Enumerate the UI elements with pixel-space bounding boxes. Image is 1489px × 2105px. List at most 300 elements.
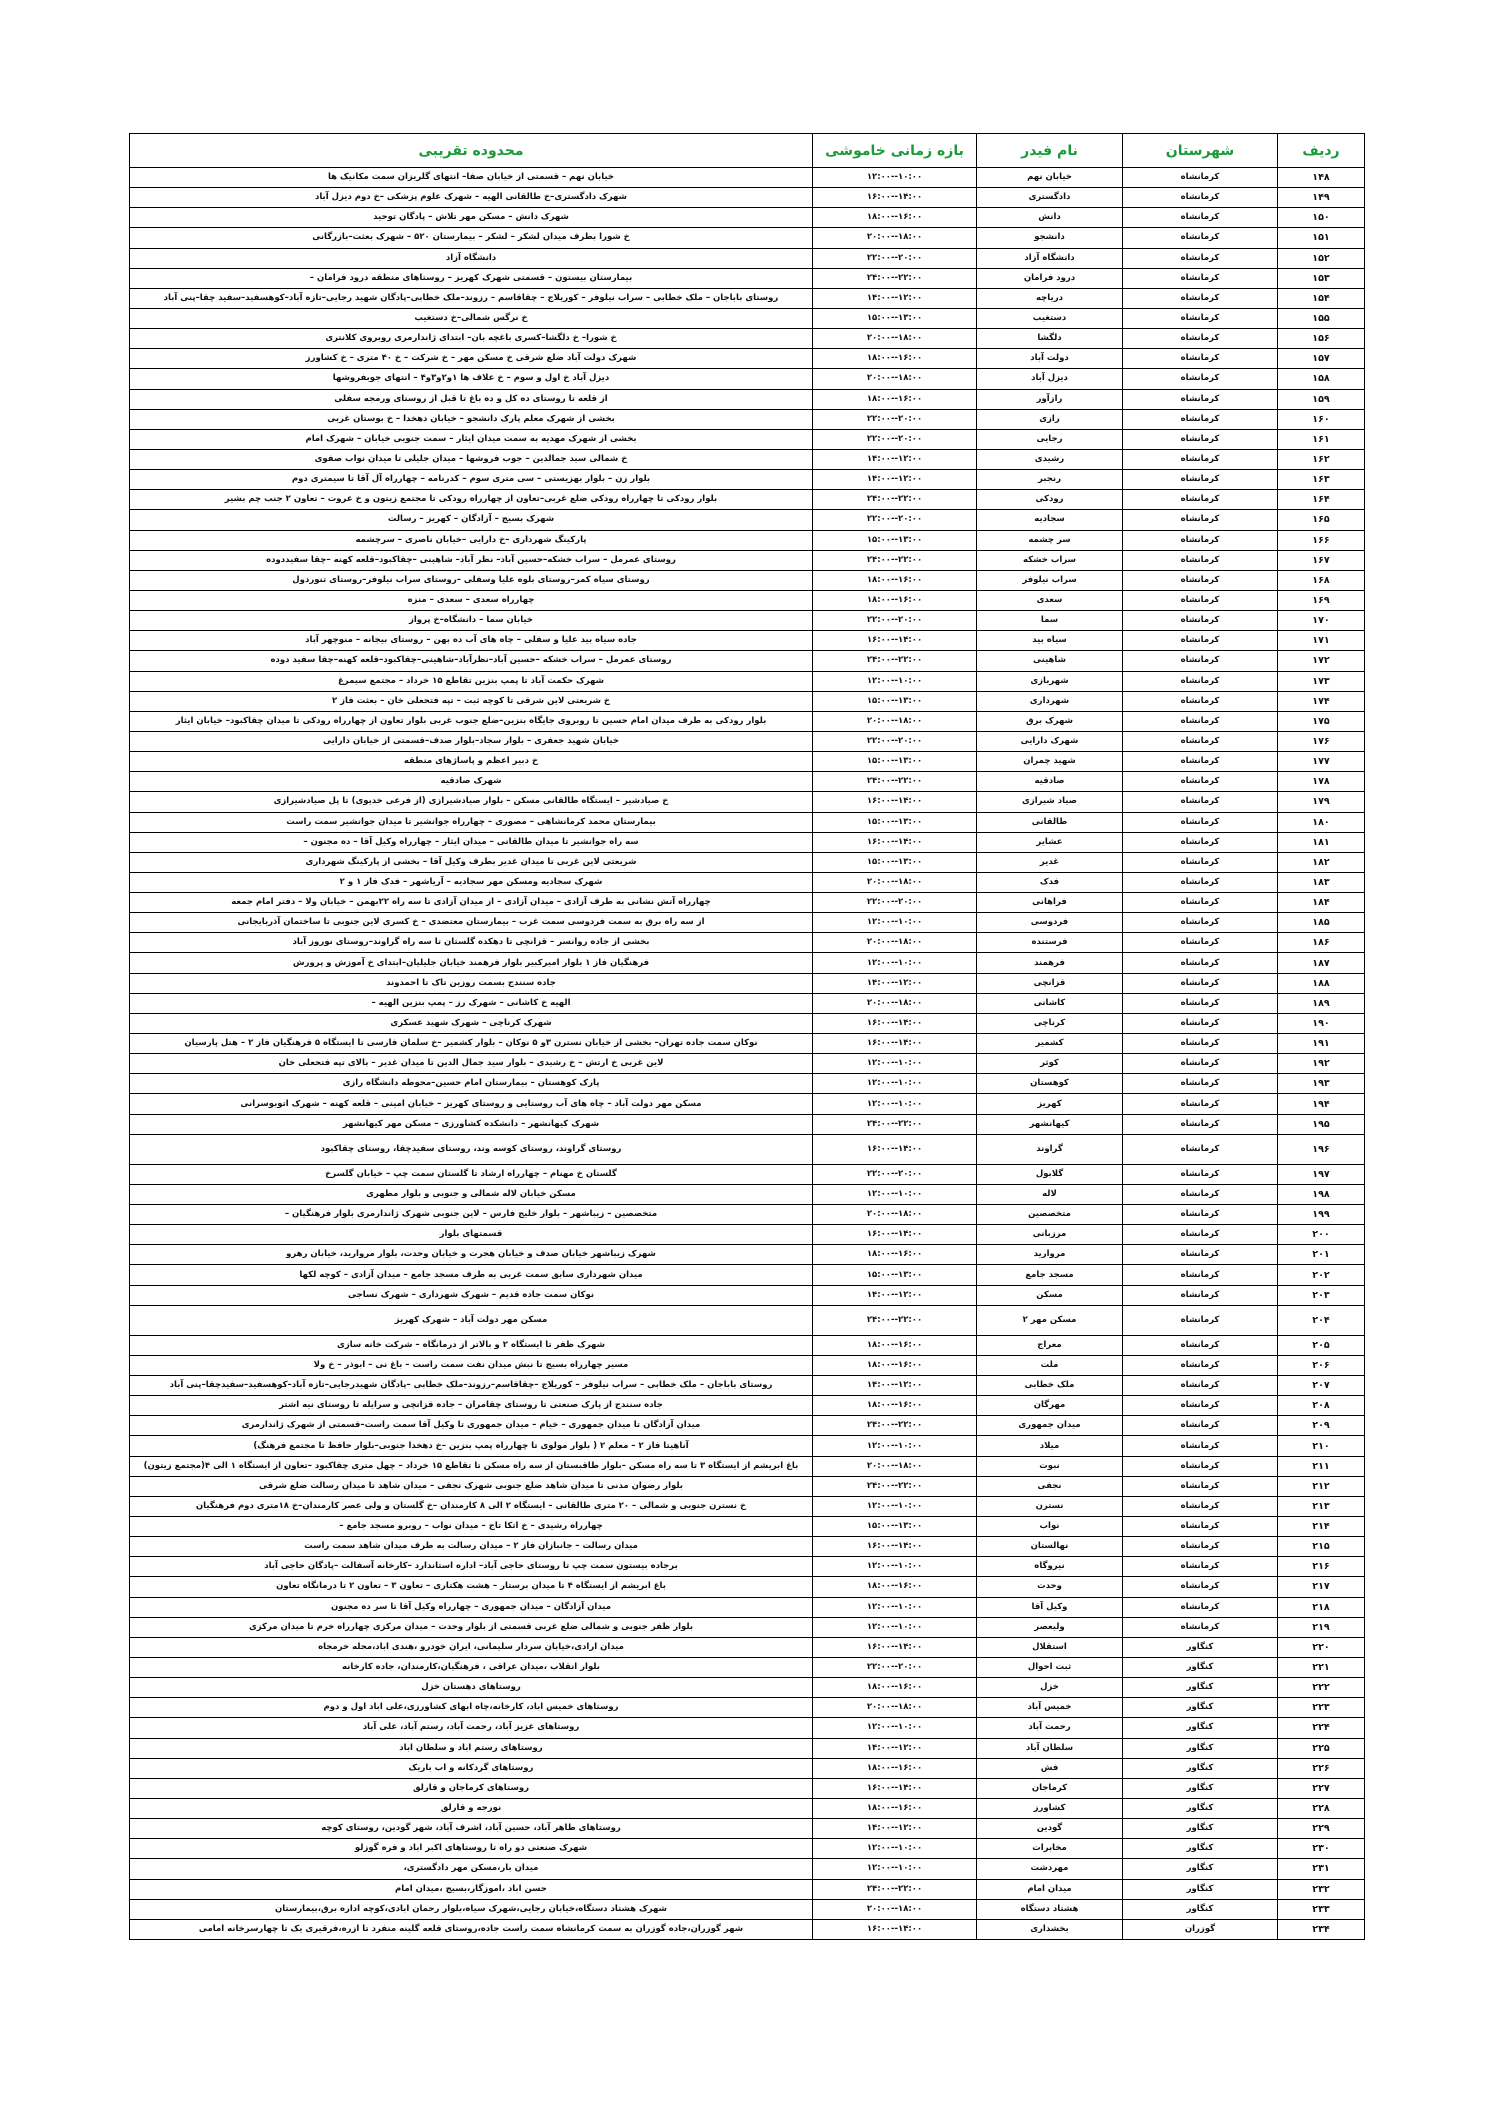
cell-feeder: شهرک برق bbox=[977, 711, 1123, 731]
cell-time-range: ۲۰:۰۰--۲۲:۰۰ bbox=[813, 893, 977, 913]
cell-row-number: ۱۸۹ bbox=[1278, 993, 1365, 1013]
cell-time-range: ۱۴:۰۰--۱۶:۰۰ bbox=[813, 1637, 977, 1657]
cell-row-number: ۱۵۷ bbox=[1278, 349, 1365, 369]
cell-row-number: ۱۶۸ bbox=[1278, 570, 1365, 590]
cell-city: کنگاور bbox=[1123, 1839, 1278, 1859]
table-row bbox=[130, 470, 1365, 490]
cell-feeder: نجفی bbox=[977, 1476, 1123, 1496]
cell-time-range: ۲۰:۰۰--۲۲:۰۰ bbox=[813, 409, 977, 429]
cell-area: از سه راه برق به سمت فردوسی سمت غرب – بیمارستان معتضدی – خ کسری لاین جنوبی تا ساختمان آذربایجانی bbox=[130, 913, 813, 933]
cell-city: کرمانشاه bbox=[1123, 449, 1278, 469]
cell-time-range: ۲۲:۰۰--۲۴:۰۰ bbox=[813, 651, 977, 671]
cell-area: روستای عمرمل – سراب خشکه–حسین آباد– نظر آباد– شاهینی –چقاکبود–قلعه کهنه –چقا سفیددوده bbox=[130, 550, 813, 570]
cell-area: خیابان شهید جعفری – بلوار سجاد–بلوار صدف–قسمتی از خیابان دارایی bbox=[130, 731, 813, 751]
cell-time-range: ۱۴:۰۰--۱۶:۰۰ bbox=[813, 631, 977, 651]
cell-area: میدان شهرداری سابق سمت غربی به طرف مسجد جامع – میدان آزادی – کوچه لکها bbox=[130, 1265, 813, 1285]
cell-time-range: ۱۴:۰۰--۱۶:۰۰ bbox=[813, 792, 977, 812]
cell-row-number: ۲۱۴ bbox=[1278, 1517, 1365, 1537]
cell-city: کرمانشاه bbox=[1123, 1013, 1278, 1033]
cell-time-range: ۲۰:۰۰--۲۲:۰۰ bbox=[813, 429, 977, 449]
cell-area: قسمتهای بلوار bbox=[130, 1225, 813, 1245]
cell-feeder: سلطان آباد bbox=[977, 1738, 1123, 1758]
cell-feeder: رجایی bbox=[977, 429, 1123, 449]
cell-feeder: فردوسی bbox=[977, 913, 1123, 933]
cell-feeder: سراب نیلوفر bbox=[977, 570, 1123, 590]
cell-city: کرمانشاه bbox=[1123, 832, 1278, 852]
cell-row-number: ۲۲۷ bbox=[1278, 1778, 1365, 1798]
cell-row-number: ۲۳۴ bbox=[1278, 1919, 1365, 1939]
cell-row-number: ۱۸۵ bbox=[1278, 913, 1365, 933]
cell-row-number: ۱۵۱ bbox=[1278, 228, 1365, 248]
cell-feeder: لاله bbox=[977, 1184, 1123, 1204]
cell-row-number: ۲۱۸ bbox=[1278, 1597, 1365, 1617]
cell-city: کرمانشاه bbox=[1123, 651, 1278, 671]
cell-city: کرمانشاه bbox=[1123, 1517, 1278, 1537]
cell-feeder: متخصصین bbox=[977, 1205, 1123, 1225]
table-row bbox=[130, 1738, 1365, 1758]
table-row bbox=[130, 1285, 1365, 1305]
cell-area: بیمارستان محمد کرمانشاهی – مصوری – چهارراه جوانشیر تا میدان جوانشیر سمت راست bbox=[130, 812, 813, 832]
cell-area: خ نسترن جنوبی و شمالی – ۲۰ متری طالقانی – ایستگاه ۲ الی ۸ کارمندان –خ گلستان و ولی عصر کارمندان–خ ۱۸متری دوم فرهنگیان bbox=[130, 1496, 813, 1516]
cell-feeder: میدان جمهوری bbox=[977, 1416, 1123, 1436]
cell-feeder: نبوت bbox=[977, 1456, 1123, 1476]
cell-city: کرمانشاه bbox=[1123, 1094, 1278, 1114]
cell-area: لاین غربی خ ارتش – خ رشیدی – بلوار سید جمال الدین تا میدان غدیر – بالای تپه فتحعلی خان bbox=[130, 1054, 813, 1074]
cell-city: کرمانشاه bbox=[1123, 570, 1278, 590]
cell-area: چهارراه آتش نشانی به طرف آزادی – میدان آزادی – از میدان آزادی تا سه راه ۲۲بهمن – خیابان ولا – دفتر امام جمعه bbox=[130, 893, 813, 913]
cell-feeder: سجادیه bbox=[977, 510, 1123, 530]
cell-time-range: ۱۰:۰۰--۱۲:۰۰ bbox=[813, 1184, 977, 1204]
table-row bbox=[130, 872, 1365, 892]
cell-time-range: ۱۲:۰۰--۱۴:۰۰ bbox=[813, 973, 977, 993]
table-body bbox=[130, 168, 1365, 1940]
cell-feeder: رازی bbox=[977, 409, 1123, 429]
cell-city: کرمانشاه bbox=[1123, 1376, 1278, 1396]
cell-area: روستاهای گردکانه و اب باریک bbox=[130, 1758, 813, 1778]
table-row bbox=[130, 973, 1365, 993]
cell-area: میدان رسالت – جانبازان فاز ۲ – میدان رسالت به طرف میدان شاهد سمت راست bbox=[130, 1537, 813, 1557]
cell-time-range: ۱۸:۰۰--۲۰:۰۰ bbox=[813, 1899, 977, 1919]
cell-feeder: خمیس آباد bbox=[977, 1698, 1123, 1718]
cell-feeder: معراج bbox=[977, 1335, 1123, 1355]
cell-time-range: ۱۸:۰۰--۲۰:۰۰ bbox=[813, 993, 977, 1013]
cell-row-number: ۱۹۲ bbox=[1278, 1054, 1365, 1074]
table-row bbox=[130, 933, 1365, 953]
cell-feeder: غدیر bbox=[977, 852, 1123, 872]
cell-feeder: کرناچی bbox=[977, 1013, 1123, 1033]
cell-row-number: ۱۵۸ bbox=[1278, 369, 1365, 389]
table-row bbox=[130, 711, 1365, 731]
cell-feeder: رودکی bbox=[977, 490, 1123, 510]
cell-row-number: ۱۶۳ bbox=[1278, 470, 1365, 490]
cell-area: روستاهای خمیس اباد، کارخانه،چاه ابهای کشاورزی،علی اباد اول و دوم bbox=[130, 1698, 813, 1718]
cell-row-number: ۲۲۶ bbox=[1278, 1758, 1365, 1778]
table-row bbox=[130, 308, 1365, 328]
cell-row-number: ۱۸۰ bbox=[1278, 812, 1365, 832]
cell-feeder: فرهمند bbox=[977, 953, 1123, 973]
cell-time-range: ۱۴:۰۰--۱۶:۰۰ bbox=[813, 188, 977, 208]
cell-row-number: ۱۵۶ bbox=[1278, 329, 1365, 349]
table-row bbox=[130, 1034, 1365, 1054]
cell-area: روستای سیاه کمر–روستای بلوه علیا وسفلی –روستای سراب نیلوفر–روستای تنوردول bbox=[130, 570, 813, 590]
cell-time-range: ۱۲:۰۰--۱۴:۰۰ bbox=[813, 470, 977, 490]
cell-time-range: ۱۲:۰۰--۱۴:۰۰ bbox=[813, 1376, 977, 1396]
cell-time-range: ۱۰:۰۰--۱۲:۰۰ bbox=[813, 1597, 977, 1617]
cell-time-range: ۱۶:۰۰--۱۸:۰۰ bbox=[813, 389, 977, 409]
cell-feeder: ملت bbox=[977, 1355, 1123, 1375]
cell-area: روستای گراوند، روستای کوسه وند، روستای سفیدچقا، روستای چقاکبود bbox=[130, 1134, 813, 1164]
table-row bbox=[130, 449, 1365, 469]
table-row bbox=[130, 409, 1365, 429]
table-row bbox=[130, 1557, 1365, 1577]
cell-time-range: ۱۴:۰۰--۱۶:۰۰ bbox=[813, 1778, 977, 1798]
cell-row-number: ۱۸۸ bbox=[1278, 973, 1365, 993]
cell-area: شهرک کرناچی – شهرک شهید عسکری bbox=[130, 1013, 813, 1033]
table-row bbox=[130, 389, 1365, 409]
cell-row-number: ۱۷۶ bbox=[1278, 731, 1365, 751]
table-row bbox=[130, 1859, 1365, 1879]
cell-feeder: کوثر bbox=[977, 1054, 1123, 1074]
cell-row-number: ۱۷۵ bbox=[1278, 711, 1365, 731]
table-row bbox=[130, 590, 1365, 610]
cell-row-number: ۱۵۲ bbox=[1278, 248, 1365, 268]
table-row bbox=[130, 1517, 1365, 1537]
cell-feeder: دانشجو bbox=[977, 228, 1123, 248]
cell-city: کرمانشاه bbox=[1123, 1114, 1278, 1134]
cell-row-number: ۱۷۸ bbox=[1278, 772, 1365, 792]
cell-row-number: ۱۶۲ bbox=[1278, 449, 1365, 469]
cell-row-number: ۲۰۵ bbox=[1278, 1335, 1365, 1355]
cell-city: کرمانشاه bbox=[1123, 1074, 1278, 1094]
cell-city: کنگاور bbox=[1123, 1738, 1278, 1758]
cell-feeder: کشاورز bbox=[977, 1798, 1123, 1818]
cell-feeder: بخشداری bbox=[977, 1919, 1123, 1939]
cell-area: شهرک هشتاد دستگاه،خیابان رجایی،شهرک سیاه،بلوار رحمان ابادی،کوچه اداره برق،بیمارستان bbox=[130, 1899, 813, 1919]
table-row bbox=[130, 1678, 1365, 1698]
cell-row-number: ۱۶۶ bbox=[1278, 530, 1365, 550]
table-row bbox=[130, 1758, 1365, 1778]
cell-area: بخشی از شهرک معلم پارک دانشجو – خیابان دهخدا – خ بوستان غربی bbox=[130, 409, 813, 429]
cell-city: کرمانشاه bbox=[1123, 1305, 1278, 1335]
table-row bbox=[130, 893, 1365, 913]
table-row bbox=[130, 429, 1365, 449]
cell-area: بخشی از شهرک مهدیه به سمت میدان ایثار – سمت جنوبی خیابان – شهرک امام bbox=[130, 429, 813, 449]
cell-time-range: ۱۶:۰۰--۱۸:۰۰ bbox=[813, 1396, 977, 1416]
table-row bbox=[130, 1013, 1365, 1033]
table-row bbox=[130, 329, 1365, 349]
cell-area: میدان ارادی،خیابان سردار سلیمانی، ایران خودرو ،هندی اباد،محله خرمجاه bbox=[130, 1637, 813, 1657]
table-row bbox=[130, 832, 1365, 852]
cell-feeder: سر چشمه bbox=[977, 530, 1123, 550]
cell-time-range: ۱۶:۰۰--۱۸:۰۰ bbox=[813, 208, 977, 228]
table-row bbox=[130, 611, 1365, 631]
cell-time-range: ۱۲:۰۰--۱۴:۰۰ bbox=[813, 1285, 977, 1305]
table-row bbox=[130, 1577, 1365, 1597]
cell-city: کنگاور bbox=[1123, 1718, 1278, 1738]
cell-city: کرمانشاه bbox=[1123, 812, 1278, 832]
table-row bbox=[130, 248, 1365, 268]
cell-area: روستاهای رستم اباد و سلطان اباد bbox=[130, 1738, 813, 1758]
table-row bbox=[130, 1054, 1365, 1074]
cell-row-number: ۲۳۳ bbox=[1278, 1899, 1365, 1919]
cell-row-number: ۱۶۴ bbox=[1278, 490, 1365, 510]
cell-row-number: ۱۴۹ bbox=[1278, 188, 1365, 208]
cell-area: فرهنگیان فاز ۱ بلوار امیرکبیر بلوار فرهمند خیابان جلیلیان–ابتدای خ آموزش و پرورش bbox=[130, 953, 813, 973]
cell-area: برجاده بیستون سمت چپ تا روستای حاجی آباد– اداره استاندارد –کارخانه آسفالت –پادگان حاجی آباد bbox=[130, 1557, 813, 1577]
cell-time-range: ۱۰:۰۰--۱۲:۰۰ bbox=[813, 913, 977, 933]
cell-row-number: ۲۲۵ bbox=[1278, 1738, 1365, 1758]
cell-row-number: ۲۲۹ bbox=[1278, 1819, 1365, 1839]
cell-area: شهرک حکمت آباد تا پمپ بنزین تقاطع ۱۵ خرداد – مجتمع سیمرغ bbox=[130, 671, 813, 691]
cell-time-range: ۱۰:۰۰--۱۲:۰۰ bbox=[813, 1557, 977, 1577]
cell-city: کنگاور bbox=[1123, 1778, 1278, 1798]
cell-time-range: ۱۸:۰۰--۲۰:۰۰ bbox=[813, 872, 977, 892]
cell-city: کرمانشاه bbox=[1123, 1476, 1278, 1496]
cell-feeder: هشتاد دستگاه bbox=[977, 1899, 1123, 1919]
header-row bbox=[130, 134, 1365, 168]
cell-city: کنگاور bbox=[1123, 1758, 1278, 1778]
cell-feeder: خزل bbox=[977, 1678, 1123, 1698]
header-city: شهرستان bbox=[1123, 134, 1278, 168]
cell-row-number: ۱۶۵ bbox=[1278, 510, 1365, 530]
cell-city: کنگاور bbox=[1123, 1698, 1278, 1718]
cell-time-range: ۱۸:۰۰--۲۰:۰۰ bbox=[813, 228, 977, 248]
cell-time-range: ۲۲:۰۰--۲۴:۰۰ bbox=[813, 1114, 977, 1134]
table-row bbox=[130, 1476, 1365, 1496]
cell-feeder: فرستنده bbox=[977, 933, 1123, 953]
table-row bbox=[130, 1537, 1365, 1557]
cell-area: نوکان سمت جاده تهران– بخشی از خیابان نسترن ۳و ۵ نوکان – بلوار کشمیر –خ سلمان فارسی تا ایستگاه ۵ فرهنگیان فاز ۲ – هتل پارسیان bbox=[130, 1034, 813, 1054]
cell-time-range: ۱۰:۰۰--۱۲:۰۰ bbox=[813, 1718, 977, 1738]
cell-city: کرمانشاه bbox=[1123, 1537, 1278, 1557]
cell-area: بلوار انقلاب ،میدان عراقی ، فرهنگیان،کارمندان، جاده کارخانه bbox=[130, 1657, 813, 1677]
header-area: محدوده تقریبی bbox=[130, 134, 813, 168]
cell-area: شهرک دادگستری–خ طالقانی الهیه – شهرک علوم پزشکی –خ دوم دیزل آباد bbox=[130, 188, 813, 208]
cell-row-number: ۱۶۱ bbox=[1278, 429, 1365, 449]
table-row bbox=[130, 812, 1365, 832]
cell-area: بلوار ظفر جنوبی و شمالی ضلع غربی قسمتی از بلوار وحدت – میدان مرکزی چهارراه خرم تا میدان مرکزی bbox=[130, 1617, 813, 1637]
table-row bbox=[130, 208, 1365, 228]
cell-feeder: درود فرامان bbox=[977, 268, 1123, 288]
table-row bbox=[130, 1355, 1365, 1375]
cell-city: کرمانشاه bbox=[1123, 369, 1278, 389]
cell-feeder: فدک bbox=[977, 872, 1123, 892]
cell-feeder: فش bbox=[977, 1758, 1123, 1778]
cell-city: کنگاور bbox=[1123, 1859, 1278, 1879]
cell-area: روستای باباجان – ملک خطابی – سراب نیلوفر – کوریلاج –چقاقاسم–رزوند–ملک خطابی –پادگان شهیدرجایی–تازه آباد–کوهسفید–سفیدچقا–پنی آباد bbox=[130, 1376, 813, 1396]
cell-area: مسکن خیابان لاله شمالی و جنوبی و بلوار مطهری bbox=[130, 1184, 813, 1204]
cell-city: کرمانشاه bbox=[1123, 933, 1278, 953]
cell-area: دانشگاه آزاد bbox=[130, 248, 813, 268]
cell-area: شهرک زیباشهر خیابان صدف و خیابان هجرت و خیابان وحدت، بلوار مروارید، خیابان رهرو bbox=[130, 1245, 813, 1265]
cell-area: خ صیادشیر – ایستگاه طالقانی مسکن – بلوار صیادشیرازی (از فرعی خدیوی) تا پل صیادشیرازی bbox=[130, 792, 813, 812]
cell-area: شهرک بسیج – آزادگان – کهریز – رسالت bbox=[130, 510, 813, 530]
cell-row-number: ۲۰۹ bbox=[1278, 1416, 1365, 1436]
cell-time-range: ۱۶:۰۰--۱۸:۰۰ bbox=[813, 1758, 977, 1778]
cell-time-range: ۱۸:۰۰--۲۰:۰۰ bbox=[813, 1205, 977, 1225]
cell-feeder: سراب خشکه bbox=[977, 550, 1123, 570]
cell-row-number: ۱۵۴ bbox=[1278, 288, 1365, 308]
cell-time-range: ۱۰:۰۰--۱۲:۰۰ bbox=[813, 1859, 977, 1879]
cell-time-range: ۲۲:۰۰--۲۴:۰۰ bbox=[813, 1879, 977, 1899]
cell-feeder: وکیل آقا bbox=[977, 1597, 1123, 1617]
cell-time-range: ۱۳:۰۰--۱۵:۰۰ bbox=[813, 752, 977, 772]
cell-area: از قلعه تا روستای ده کل و ده باغ تا قبل از روستای ورمجه سفلی bbox=[130, 389, 813, 409]
cell-feeder: مسکن مهر ۲ bbox=[977, 1305, 1123, 1335]
cell-city: کنگاور bbox=[1123, 1637, 1278, 1657]
cell-time-range: ۱۰:۰۰--۱۲:۰۰ bbox=[813, 1496, 977, 1516]
cell-area: روستای عمرمل – سراب خشکه –حسین آباد–نظرآباد–شاهینی–چقاکبود–قلعه کهنه–چقا سفید دوده bbox=[130, 651, 813, 671]
cell-feeder: وحدت bbox=[977, 1577, 1123, 1597]
cell-feeder: مسکن bbox=[977, 1285, 1123, 1305]
table-row bbox=[130, 671, 1365, 691]
cell-city: کرمانشاه bbox=[1123, 470, 1278, 490]
table-row bbox=[130, 349, 1365, 369]
cell-area: میدان آزادگان تا میدان جمهوری – خیام – میدان جمهوری تا وکیل آقا سمت راست–قسمتی از شهرک ژاندارمری bbox=[130, 1416, 813, 1436]
cell-time-range: ۱۶:۰۰--۱۸:۰۰ bbox=[813, 1678, 977, 1698]
cell-area: خیابان نهم – قسمتی از خیابان صفا– انتهای گلریزان سمت مکانیک ها bbox=[130, 168, 813, 188]
cell-feeder: رحمت آباد bbox=[977, 1718, 1123, 1738]
cell-time-range: ۱۶:۰۰--۱۸:۰۰ bbox=[813, 1355, 977, 1375]
cell-row-number: ۱۸۷ bbox=[1278, 953, 1365, 973]
cell-city: کرمانشاه bbox=[1123, 409, 1278, 429]
cell-time-range: ۱۴:۰۰--۱۶:۰۰ bbox=[813, 1013, 977, 1033]
cell-area: روستای باباجان – ملک خطابی – سراب نیلوفر – کوریلاج – چقاقاسم – رزوند–ملک خطابی–پادگان شهید رجایی–تازه آباد–کوهسفید–سفید چقا–پنی آباد bbox=[130, 288, 813, 308]
cell-time-range: ۲۲:۰۰--۲۴:۰۰ bbox=[813, 1305, 977, 1335]
cell-area: شهرک سجادیه ومسکن مهر سجادیه – آریاشهر – فدک فاز ۱ و ۲ bbox=[130, 872, 813, 892]
cell-row-number: ۲۰۳ bbox=[1278, 1285, 1365, 1305]
cell-city: کرمانشاه bbox=[1123, 1265, 1278, 1285]
cell-area: شهر گوزران،جاده گوزران به سمت کرمانشاه سمت راست جاده،روستای قلعه گلینه منفرد تا ازره،فرقیری یک تا چهارسرخانه امامی bbox=[130, 1919, 813, 1939]
cell-row-number: ۱۸۲ bbox=[1278, 852, 1365, 872]
cell-row-number: ۲۰۷ bbox=[1278, 1376, 1365, 1396]
table-row bbox=[130, 852, 1365, 872]
cell-area: سه راه جوانشیر تا میدان طالقانی – میدان ایثار – چهارراه وکیل آقا – ده مجنون – bbox=[130, 832, 813, 852]
cell-feeder: مخابرات bbox=[977, 1839, 1123, 1859]
cell-city: کرمانشاه bbox=[1123, 268, 1278, 288]
table-row bbox=[130, 772, 1365, 792]
cell-feeder: رشیدی bbox=[977, 449, 1123, 469]
cell-feeder: دانش bbox=[977, 208, 1123, 228]
cell-area: شهرک صنعتی دو راه تا روستاهای اکبر اباد و فره گوزلو bbox=[130, 1839, 813, 1859]
cell-city: کرمانشاه bbox=[1123, 1164, 1278, 1184]
cell-feeder: گودین bbox=[977, 1819, 1123, 1839]
cell-row-number: ۲۲۸ bbox=[1278, 1798, 1365, 1818]
cell-time-range: ۱۸:۰۰--۲۰:۰۰ bbox=[813, 329, 977, 349]
cell-city: کرمانشاه bbox=[1123, 1285, 1278, 1305]
cell-row-number: ۲۲۰ bbox=[1278, 1637, 1365, 1657]
cell-time-range: ۲۰:۰۰--۲۲:۰۰ bbox=[813, 510, 977, 530]
cell-feeder: فراهانی bbox=[977, 893, 1123, 913]
cell-area: جاده سنندج از پارک صنعتی تا روستای چقامران – جاده قزانچی و سرایله تا روستای نیه اشتر bbox=[130, 1396, 813, 1416]
table-row bbox=[130, 369, 1365, 389]
cell-city: کرمانشاه bbox=[1123, 490, 1278, 510]
table-row bbox=[130, 1205, 1365, 1225]
cell-row-number: ۱۹۰ bbox=[1278, 1013, 1365, 1033]
cell-area: روستاهای عزیز آباد، رحمت آباد، رستم آباد، علی آباد bbox=[130, 1718, 813, 1738]
cell-time-range: ۱۰:۰۰--۱۲:۰۰ bbox=[813, 953, 977, 973]
cell-time-range: ۱۶:۰۰--۱۸:۰۰ bbox=[813, 1245, 977, 1265]
table-row bbox=[130, 691, 1365, 711]
cell-time-range: ۱۳:۰۰--۱۵:۰۰ bbox=[813, 1265, 977, 1285]
table-row bbox=[130, 510, 1365, 530]
cell-city: کرمانشاه bbox=[1123, 1597, 1278, 1617]
cell-row-number: ۱۵۹ bbox=[1278, 389, 1365, 409]
cell-time-range: ۱۰:۰۰--۱۲:۰۰ bbox=[813, 671, 977, 691]
cell-area: خیابان سما – دانشگاه–خ پرواز bbox=[130, 611, 813, 631]
cell-time-range: ۱۴:۰۰--۱۶:۰۰ bbox=[813, 832, 977, 852]
cell-row-number: ۱۶۰ bbox=[1278, 409, 1365, 429]
cell-row-number: ۱۸۳ bbox=[1278, 872, 1365, 892]
table-row bbox=[130, 1134, 1365, 1164]
cell-time-range: ۱۳:۰۰--۱۵:۰۰ bbox=[813, 530, 977, 550]
table-row bbox=[130, 1335, 1365, 1355]
cell-city: کرمانشاه bbox=[1123, 1184, 1278, 1204]
cell-time-range: ۲۰:۰۰--۲۲:۰۰ bbox=[813, 1164, 977, 1184]
cell-row-number: ۲۲۳ bbox=[1278, 1698, 1365, 1718]
cell-time-range: ۱۴:۰۰--۱۶:۰۰ bbox=[813, 1034, 977, 1054]
table-row bbox=[130, 631, 1365, 651]
cell-row-number: ۲۲۲ bbox=[1278, 1678, 1365, 1698]
cell-city: کرمانشاه bbox=[1123, 792, 1278, 812]
table-row bbox=[130, 168, 1365, 188]
cell-row-number: ۲۱۷ bbox=[1278, 1577, 1365, 1597]
cell-feeder: شهربازی bbox=[977, 671, 1123, 691]
cell-time-range: ۲۰:۰۰--۲۲:۰۰ bbox=[813, 731, 977, 751]
cell-area: جاده سنندج بسمت روزین تاک تا احمدوند bbox=[130, 973, 813, 993]
cell-area: شهرک صادقیه bbox=[130, 772, 813, 792]
table-row bbox=[130, 530, 1365, 550]
cell-feeder: گلابول bbox=[977, 1164, 1123, 1184]
cell-area: الهیه خ کاشانی – شهرک رز – پمپ بنزین الهیه – bbox=[130, 993, 813, 1013]
table-row bbox=[130, 1416, 1365, 1436]
cell-row-number: ۲۱۵ bbox=[1278, 1537, 1365, 1557]
cell-city: کرمانشاه bbox=[1123, 590, 1278, 610]
cell-feeder: دادگستری bbox=[977, 188, 1123, 208]
table-row bbox=[130, 1637, 1365, 1657]
cell-feeder: مهرگان bbox=[977, 1396, 1123, 1416]
table-row bbox=[130, 651, 1365, 671]
cell-time-range: ۱۰:۰۰--۱۲:۰۰ bbox=[813, 1094, 977, 1114]
cell-row-number: ۲۰۲ bbox=[1278, 1265, 1365, 1285]
cell-feeder: قزانچی bbox=[977, 973, 1123, 993]
cell-city: کرمانشاه bbox=[1123, 530, 1278, 550]
table-row bbox=[130, 288, 1365, 308]
table-row bbox=[130, 570, 1365, 590]
cell-row-number: ۱۹۴ bbox=[1278, 1094, 1365, 1114]
cell-time-range: ۱۸:۰۰--۲۰:۰۰ bbox=[813, 1456, 977, 1476]
cell-area: متخصصین – زیباشهر – بلوار خلیج فارس – لاین جنوبی شهرک ژاندارمری بلوار فرهنگیان – bbox=[130, 1205, 813, 1225]
cell-feeder: کهریز bbox=[977, 1094, 1123, 1114]
cell-area: دیزل آباد خ اول و سوم – خ علاف ها ۱و۲و۳و۴ – انتهای جوبفروشها bbox=[130, 369, 813, 389]
cell-time-range: ۱۳:۰۰--۱۵:۰۰ bbox=[813, 852, 977, 872]
cell-row-number: ۱۹۷ bbox=[1278, 1164, 1365, 1184]
cell-time-range: ۱۲:۰۰--۱۴:۰۰ bbox=[813, 449, 977, 469]
cell-area: بخشی از جاده روانسر – قزانچی تا دهکده گلستان تا سه راه گراوند–روستای نوروز آباد bbox=[130, 933, 813, 953]
table-row bbox=[130, 1879, 1365, 1899]
cell-city: کرمانشاه bbox=[1123, 711, 1278, 731]
cell-row-number: ۲۱۳ bbox=[1278, 1496, 1365, 1516]
cell-feeder: رازآور bbox=[977, 389, 1123, 409]
cell-area: گلستان خ مهنام – چهارراه ارشاد تا گلستان سمت چپ – خیابان گلسرخ bbox=[130, 1164, 813, 1184]
table-row bbox=[130, 1819, 1365, 1839]
cell-area: مسکن مهر دولت آباد – چاه های آب روستایی و روستای کهریز – خیابان امینی – قلعه کهنه – شهرک اتوبوسرانی bbox=[130, 1094, 813, 1114]
cell-row-number: ۱۶۹ bbox=[1278, 590, 1365, 610]
cell-feeder: صادقیه bbox=[977, 772, 1123, 792]
table-row bbox=[130, 490, 1365, 510]
table-row bbox=[130, 1376, 1365, 1396]
cell-row-number: ۱۵۰ bbox=[1278, 208, 1365, 228]
